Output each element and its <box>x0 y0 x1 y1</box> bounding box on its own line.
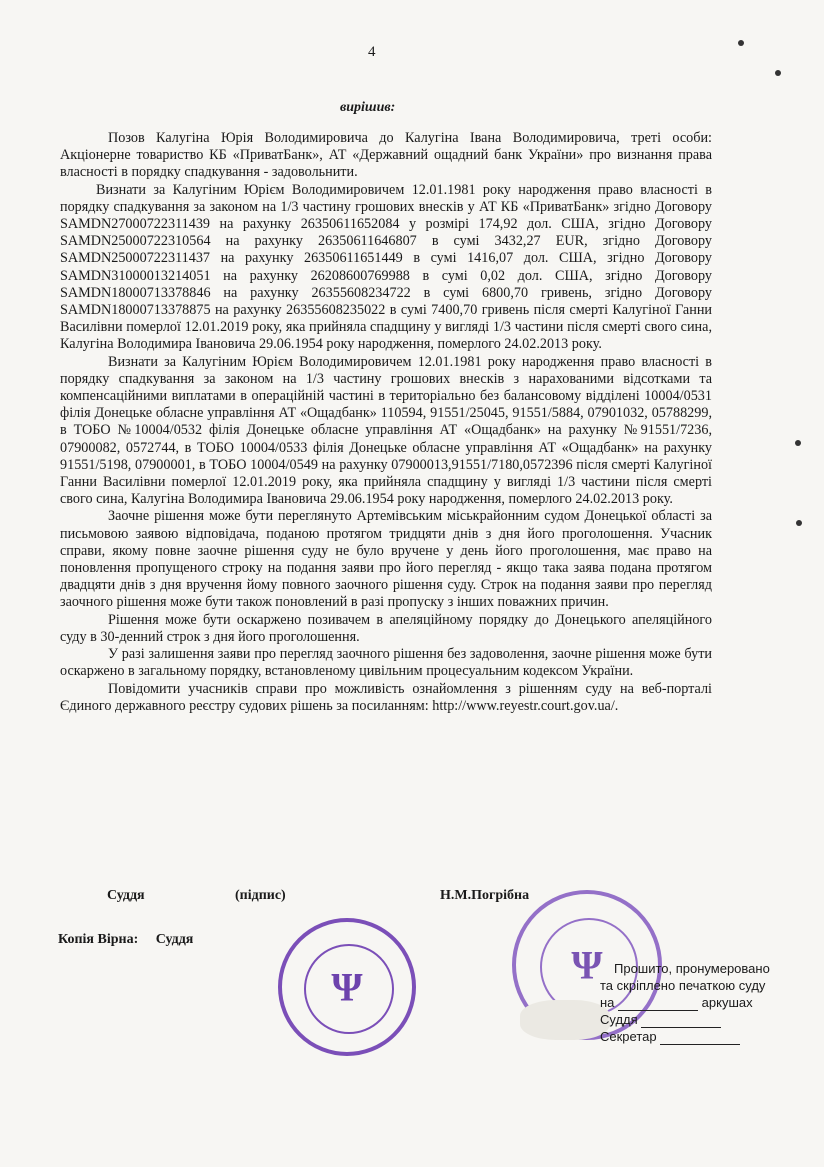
judge-name: Н.М.Погрібна <box>440 888 530 903</box>
punch-hole <box>795 440 801 446</box>
punch-hole <box>775 70 781 76</box>
paragraph-dismissal: У разі залишення заяви про перегляд заочного рішення без задоволення, заочне рішення може бути оскаржено в загальному порядку, встановленому цивільним процесуальним кодексом України. <box>60 646 712 680</box>
stamp-line-4 <box>600 1011 800 1028</box>
secretary-signature-field <box>660 1032 740 1045</box>
punch-hole <box>796 520 802 526</box>
stamp-judge-label: Суддя <box>600 1012 638 1027</box>
stamp-line-2: та скріплено печаткою суду <box>600 978 766 993</box>
paragraph-privatbank: Визнати за Калугіним Юрієм Володимировичем 12.01.1981 року народження право власності в порядку спадкування за законом на 1/3 частину грошових внесків у АТ КБ «ПриватБанк» згідно Договору SAMDN27000722311439 на рахунку 26350611652084 у розмірі 174,92 дол. США, згідно Договору SAMDN25000722310564 на рахунку 26350611646807 в сумі 3432,27 EUR, згідно Договору SAMDN25000722311437 на рахунку 26350611651449 в сумі 1416,07 дол. США, згідно Договору SAMDN31000013214051 на рахунку 26208600769988 в сумі 0,02 дол. США, згідно Договору SAMDN18000713378846 на рахунку 26355608234722 в сумі 6800,70 гривень, згідно Договору SAMDN18000713378875 на рахунку 26355608235022 в сумі 7400,70 гривень після смерті Калугіної Ганни Василівни померлої 12.01.2019 року, яка прийняла спадщину у вигляді 1/3 частини після смерті свого сина, Калугіна Володимира Івановича 29.06.1954 року народження, померлого 24.02.2013 року. <box>60 181 712 353</box>
page-number: 4 <box>368 44 376 60</box>
copy-role: Суддя <box>155 932 194 947</box>
judge-signature-field <box>641 1015 721 1028</box>
paragraph-review: Заочне рішення може бути переглянуто Артемівським міськрайонним судом Донецької області за письмовою заявою відповідача, поданою протягом тридцяти днів з дня його проголошення. Учасник справи, якому повне заочне рішення суду не було вручене у день його проголошення, має право на поновлення пропущеного строку на подання заяви про його перегляд - якщо така заява подана протягом двадцяти днів з дня вручення йому повного заочного рішення суду. Строк на подання заяви про перегляд заочного рішення може бути також поновлений в разі пропуску з інших поважних причин. <box>60 508 712 611</box>
signature-role: Суддя <box>107 888 145 903</box>
paragraph-oschadbank: Визнати за Калугіним Юрієм Володимировичем 12.01.1981 року народження право власності в порядку спадкування за законом на 1/3 частину грошових внесків з нарахованими відсотками та компенсаційними виплатами в операційній частині в територіально без балансовому відділені 10004/0531 філія Донецьке обласне управління АТ «Ощадбанк» 110594, 91551/25045, 91551/5884, 07901032, 05788299, в ТОБО №10004/0532 філія Донецьке обласне управління АТ «Ощадбанк» на рахунку №91551/7236, 07900082, 0572744, в ТОБО 10004/0533 філія Донецьке обласне управління АТ «Ощадбанк» на рахунку 91551/5198, 07900001, в ТОБО 10004/0549 на рахунку 07900013,91551/7180,0572396 після смерті Калугіної Ганни Василівни померлої 12.01.2019 року, яка прийняла спадщину у вигляді 1/3 частини після смерті свого сина, Калугіна Володимира Івановича 29.06.1954 року народження, померлого 24.02.2013 року. <box>60 353 712 508</box>
stamp-line-1: Прошито, пронумеровано <box>614 961 770 976</box>
signature-placeholder: (підпис) <box>235 888 286 903</box>
paragraph-appeal: Рішення може бути оскаржено позивачем в апеляційному порядку до Донецького апеляційного суду в 30-денний строк з дня його проголошення. <box>60 611 712 645</box>
paragraph-claim: Позов Калугіна Юрія Володимировича до Калугіна Івана Володимировича, треті особи: Акціонерне товариство КБ «ПриватБанк», АТ «Державний ощадний банк України» про визнання права власності в порядку спадкування - задовольнити. <box>60 130 712 181</box>
trident-icon: Ψ <box>571 942 603 988</box>
stamp-line-3-suffix: аркушах <box>701 995 753 1010</box>
paper-fold <box>520 1000 610 1040</box>
court-seal-left <box>278 918 416 1056</box>
trident-icon: Ψ <box>331 964 363 1010</box>
paragraph-notify: Повідомити учасників справи про можливість ознайомлення з рішенням суду на веб-порталі Єдиного державного реєстру судових рішень за посиланням: http://www.reyestr.court.gov.ua/. <box>60 680 712 714</box>
copy-certification <box>58 932 207 948</box>
binding-stamp <box>600 960 800 1070</box>
sheet-count-field <box>618 998 698 1011</box>
decision-heading: вирішив: <box>340 100 396 115</box>
copy-label: Копія Вірна: <box>58 932 139 947</box>
decision-body <box>60 130 712 715</box>
stamp-line-5 <box>600 1028 800 1045</box>
stamp-line-3 <box>600 994 800 1011</box>
stamp-secretary-label: Секретар <box>600 1029 657 1044</box>
stamp-line-3-prefix: на <box>600 995 615 1010</box>
punch-hole <box>738 40 744 46</box>
